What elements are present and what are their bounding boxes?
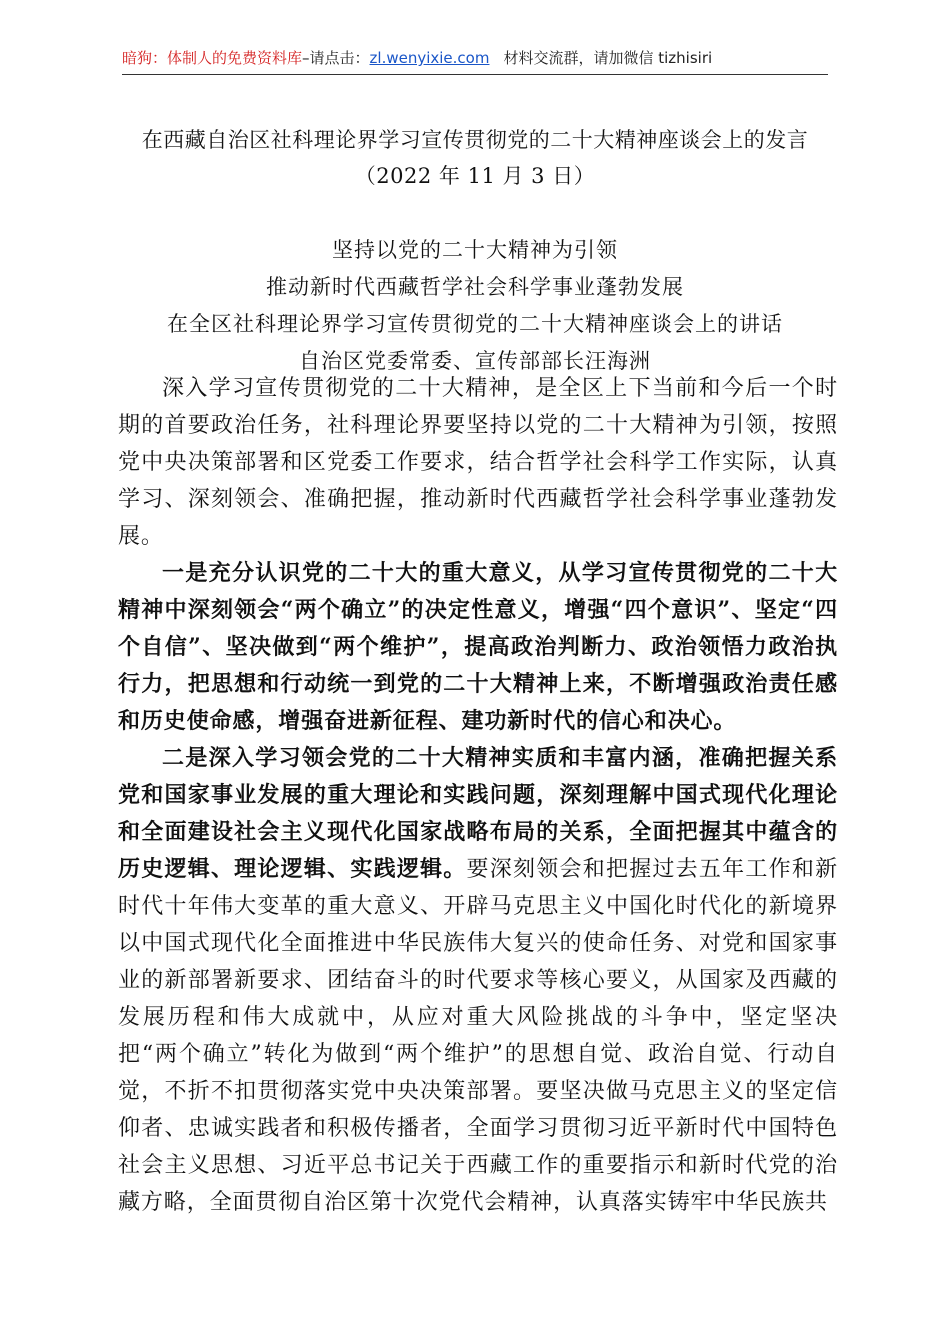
speech-title-line-3: 在全区社科理论界学习宣传贯彻党的二十大精神座谈会上的讲话 (167, 312, 783, 336)
document-date: （2022 年 11 月 3 日） (354, 164, 596, 188)
point-two-bold: 二是深入学习领会党的二十大精神实质和丰富内涵，准确把握关系党和国家事业发展的重大理论和实践问题，深刻理解中国式现代化理论和全面建设社会主义现代化国家战略布局的关系，全面把握其中蕴含的历史逻辑、理论逻辑、实践逻辑。 (118, 745, 838, 882)
page-header (122, 46, 832, 74)
website-link[interactable]: zl.wenyixie.com (369, 49, 490, 67)
document-title: 在西藏自治区社科理论界学习宣传贯彻党的二十大精神座谈会上的发言 (141, 128, 809, 152)
brand-text: 暗狗：体制人的免费资料库 (122, 49, 303, 67)
header-divider (122, 74, 828, 75)
speaker-line: 自治区党委常委、宣传部部长汪海洲 (299, 349, 651, 373)
contact-text: 材料交流群，请加微信 tizhisiri (503, 49, 713, 67)
speech-title-line-1: 坚持以党的二十大精神为引领 (332, 238, 618, 262)
paragraph-point-two (118, 740, 838, 1221)
paragraph-intro: 深入学习宣传贯彻党的二十大精神，是全区上下当前和今后一个时期的首要政治任务，社科理论界要坚持以党的二十大精神为引领，按照党中央决策部署和区党委工作要求，结合哲学社会科学工作实际，认真学习、深刻领会、准确把握，推动新时代西藏哲学社会科学事业蓬勃发展。 (118, 376, 838, 549)
paragraph-point-one (118, 555, 838, 740)
point-two-text: 要深刻领会和把握过去五年工作和新时代十年伟大变革的重大意义、开辟马克思主义中国化时代化的新境界以中国式现代化全面推进中华民族伟大复兴的使命任务、对党和国家事业的新部署新要求、团结奋斗的时代要求等核心要义，从国家及西藏的发展历程和伟大成就中，从应对重大风险挑战的斗争中，坚定坚决把“两个确立”转化为做到“两个维护”的思想自觉、政治自觉、行动自觉，不折不扣贯彻落实党中央决策部署。要坚决做马克思主义的坚定信仰者、忠诚实践者和积极传播者，全面学习贯彻习近平新时代中国特色社会主义思想、习近平总书记关于西藏工作的重要指示和新时代党的治藏方略，全面贯彻自治区第十次党代会精神，认真落实铸牢中华民族共 (118, 857, 838, 1215)
click-prompt: –请点击： (302, 49, 370, 67)
document-body (118, 370, 838, 1221)
speech-title-line-2: 推动新时代西藏哲学社会科学事业蓬勃发展 (266, 275, 684, 299)
point-one-bold: 一是充分认识党的二十大的重大意义，从学习宣传贯彻党的二十大精神中深刻领会“两个确立”的决定性意义，增强“四个意识”、坚定“四个自信”、坚决做到“两个维护”，提高政治判断力、政治领悟力政治执行力，把思想和行动统一到党的二十大精神上来，不断增强政治责任感和历史使命感，增强奋进新征程、建功新时代的信心和决心。 (118, 560, 838, 734)
